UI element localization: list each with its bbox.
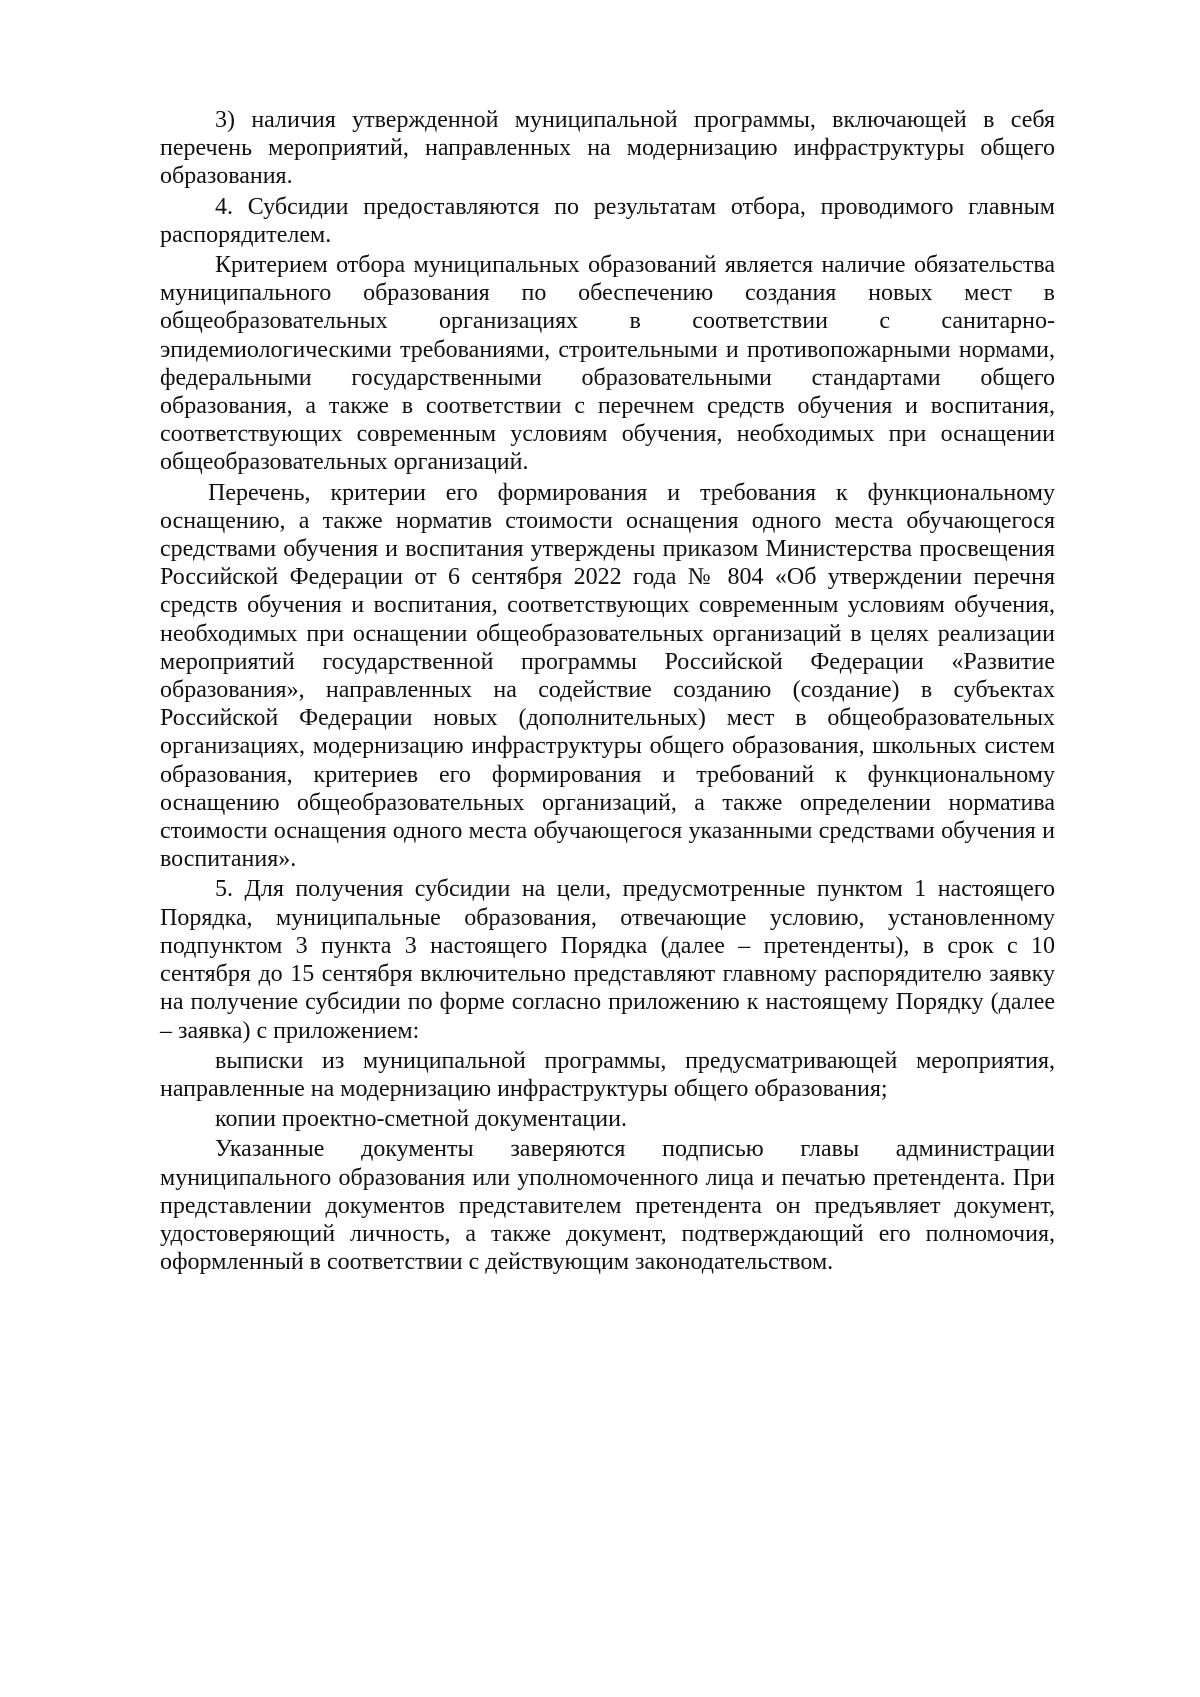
paragraph-item-4-subsidies: 4. Субсидии предоставляются по результатам отбора, проводимого главным распорядителем.	[160, 193, 1055, 248]
paragraph-selection-criterion: Критерием отбора муниципальных образований является наличие обязательства муниципального образования по обеспечению создания новых мест в общеобразовательных организациях в соответствии с санитарно-эпидемиологическими требованиями, строительными и противопожарными нормами, федеральными государственными образовательными стандартами общего образования, а также в соответствии с перечнем средств обучения и воспитания, соответствующих современным условиям обучения, необходимых при оснащении общеобразовательных организаций.	[160, 252, 1055, 476]
paragraph-document-certification: Указанные документы заверяются подписью главы администрации муниципального образования или уполномоченного лица и печатью претендента. При представлении документов представителем претендента он предъявляет документ, удостоверяющий личность, а также документ, подтверждающий его полномочия, оформленный в соответствии с действующим законодательством.	[160, 1136, 1055, 1276]
document-page	[160, 106, 1055, 1278]
paragraph-item-5-application: 5. Для получения субсидии на цели, предусмотренные пунктом 1 настоящего Порядка, муниципальные образования, отвечающие условию, установленному подпунктом 3 пункта 3 настоящего Порядка (далее – претенденты), в срок с 10 сентября до 15 сентября включительно представляют главному распорядителю заявку на получение субсидии по форме согласно приложению к настоящему Порядку (далее – заявка) с приложением:	[160, 876, 1055, 1044]
paragraph-equipment-list: Перечень, критерии его формирования и требования к функциональному оснащению, а также норматив стоимости оснащения одного места обучающегося средствами обучения и воспитания утверждены приказом Министерства просвещения Российской Федерации от 6 сентября 2022 года № 804 «Об утверждении перечня средств обучения и воспитания, соответствующих современным условиям обучения, необходимых при оснащении общеобразовательных организаций в целях реализации мероприятий государственной программы Российской Федерации «Развитие образования», направленных на содействие созданию (создание) в субъектах Российской Федерации новых (дополнительных) мест в общеобразовательных организациях, модернизацию инфраструктуры общего образования, школьных систем образования, критериев его формирования и требований к функциональному оснащению общеобразовательных организаций, а также определении норматива стоимости оснащения одного места обучающегося указанными средствами обучения и воспитания».	[160, 479, 1055, 873]
paragraph-attachment-program-extract: выписки из муниципальной программы, предусматривающей мероприятия, направленные на модернизацию инфраструктуры общего образования;	[160, 1047, 1055, 1102]
paragraph-attachment-design-docs: копии проектно-сметной документации.	[215, 1106, 627, 1133]
paragraph-item-3-program: 3) наличия утвержденной муниципальной программы, включающей в себя перечень мероприятий, направленных на модернизацию инфраструктуры общего образования.	[160, 107, 1055, 190]
